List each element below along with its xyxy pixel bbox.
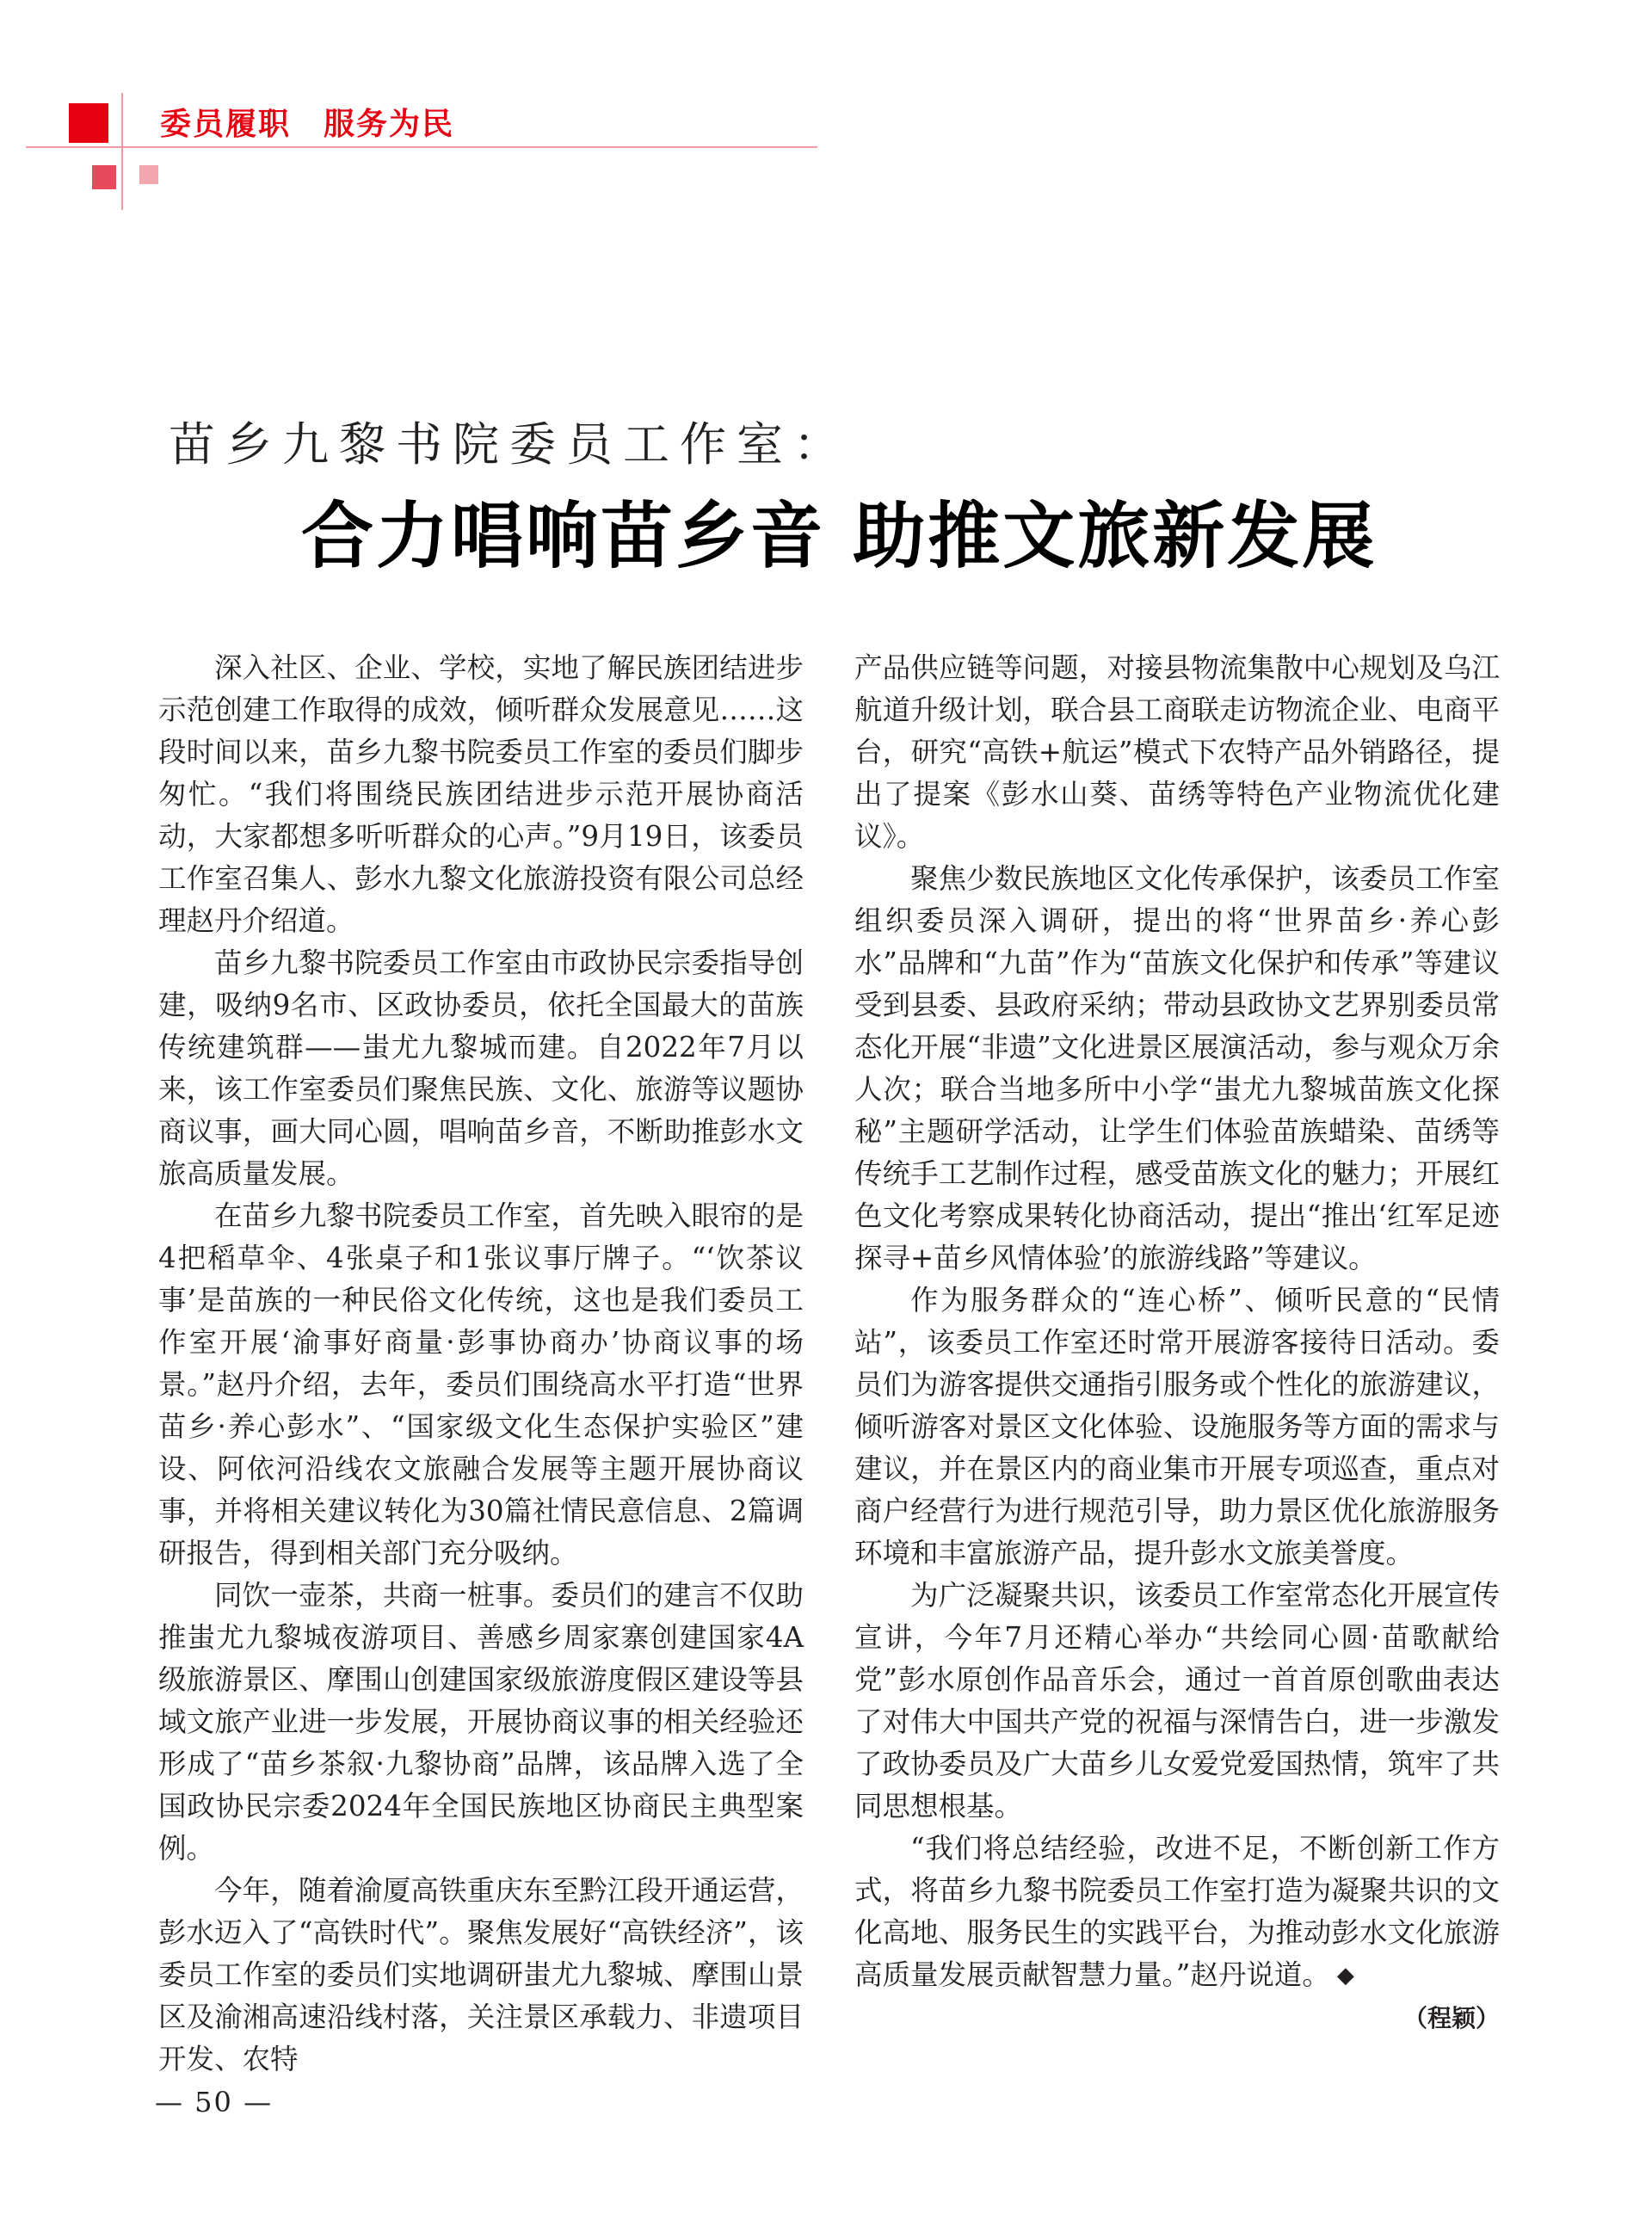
header-small-square <box>92 165 116 189</box>
paragraph: 今年，随着渝厦高铁重庆东至黔江段开通运营，彭水迈入了“高铁时代”。聚焦发展好“高铁经济”，该委员工作室的委员们实地调研蚩尤九黎城、摩围山景区及渝湘高速沿线村落，关注景区承载力、非遗项目开发、农特 <box>158 1874 804 2075</box>
article-kicker: 苗乡九黎书院委员工作室： <box>169 417 850 472</box>
header-red-square <box>69 103 108 143</box>
paragraph: 聚焦少数民族地区文化传承保护，该委员工作室组织委员深入调研，提出的将“世界苗乡·养心彭水”品牌和“九苗”作为“苗族文化保护和传承”等建议受到县委、县政府采纳；带动县政协文艺界别委员常态化开展“非遗”文化进景区展演活动，参与观众万余人次；联合当地多所中小学“蚩尤九黎城苗族文化探秘”主题研学活动，让学生们体验苗族蜡染、苗绣等传统手工艺制作过程，感受苗族文化的魅力；开展红色文化考察成果转化协商活动，提出“推出‘红军足迹探寻+苗乡风情体验’的旅游线路”等建议。 <box>854 862 1500 1274</box>
page-number: — 50 — <box>155 2086 274 2118</box>
paragraph: 深入社区、企业、学校，实地了解民族团结进步示范创建工作取得的成效，倾听群众发展意见……这段时间以来，苗乡九黎书院委员工作室的委员们脚步匆忙。“我们将围绕民族团结进步示范开展协商活动，大家都想多听听群众的心声。”9月19日，该委员工作室召集人、彭水九黎文化旅游投资有限公司总经理赵丹介绍道。 <box>158 651 804 937</box>
right-column <box>854 647 1500 2039</box>
header-horizontal-rule <box>26 146 817 148</box>
left-column <box>158 647 804 2081</box>
closing-paragraph <box>854 1828 1500 2032</box>
header-vertical-rule <box>121 93 123 210</box>
paragraph: 苗乡九黎书院委员工作室由市政协民宗委指导创建，吸纳9名市、区政协委员，依托全国最大的苗族传统建筑群——蚩尤九黎城而建。自2022年7月以来，该工作室委员们聚焦民族、文化、旅游等议题协商议事，画大同心圆，唱响苗乡音，不断助推彭水文旅高质量发展。 <box>158 947 804 1190</box>
end-mark-icon: ◆ <box>1336 1963 1354 1989</box>
paragraph: 作为服务群众的“连心桥”、倾听民意的“民情站”，该委员工作室还时常开展游客接待日活动。委员们为游客提供交通指引服务或个性化的旅游建议，倾听游客对景区文化体验、设施服务等方面的需求与建议，并在景区内的商业集市开展专项巡查，重点对商户经营行为进行规范引导，助力景区优化旅游服务环境和丰富旅游产品，提升彭水文旅美誉度。 <box>854 1284 1500 1569</box>
paragraph: 在苗乡九黎书院委员工作室，首先映入眼帘的是4把稻草伞、4张桌子和1张议事厅牌子。“‘饮茶议事’是苗族的一种民俗文化传统，这也是我们委员工作室开展‘渝事好商量·彭事协商办’协商议事的场景。”赵丹介绍，去年，委员们围绕高水平打造“世界苗乡·养心彭水”、“国家级文化生态保护实验区”建设、阿依河沿线农文旅融合发展等主题开展协商议事，并将相关建议转化为30篇社情民意信息、2篇调研报告，得到相关部门充分吸纳。 <box>158 1199 804 1569</box>
article-title: 合力唱响苗乡音 助推文旅新发展 <box>301 494 1378 578</box>
closing-text: “我们将总结经验，改进不足，不断创新工作方式，将苗乡九黎书院委员工作室打造为凝聚共识的文化高地、服务民生的实践平台，为推动彭水文化旅游高质量发展贡献智慧力量。”赵丹说道。 <box>854 1832 1500 1991</box>
paragraph-continued: 产品供应链等问题，对接县物流集散中心规划及乌江航道升级计划，联合县工商联走访物流企业、电商平台，研究“高铁+航运”模式下农特产品外销路径，提出了提案《彭水山葵、苗绣等特色产业物流优化建议》。 <box>854 651 1500 853</box>
section-label: 委员履职 服务为民 <box>160 107 455 142</box>
paragraph: 同饮一壶茶，共商一桩事。委员们的建言不仅助推蚩尤九黎城夜游项目、善感乡周家寨创建国家4A级旅游景区、摩围山创建国家级旅游度假区建设等县域文旅产业进一步发展，开展协商议事的相关经验还形成了“苗乡茶叙·九黎协商”品牌，该品牌入选了全国政协民宗委2024年全国民族地区协商民主典型案例。 <box>158 1579 804 1865</box>
paragraph: 为广泛凝聚共识，该委员工作室常态化开展宣传宣讲，今年7月还精心举办“共绘同心圆·苗歌献给党”彭水原创作品音乐会，通过一首首原创歌曲表达了对伟大中国共产党的祝福与深情告白，进一步激发了政协委员及广大苗乡儿女爱党爱国热情，筑牢了共同思想根基。 <box>854 1579 1500 1822</box>
byline: （程颖） <box>1402 2004 1500 2032</box>
header-tiny-square <box>139 165 158 184</box>
